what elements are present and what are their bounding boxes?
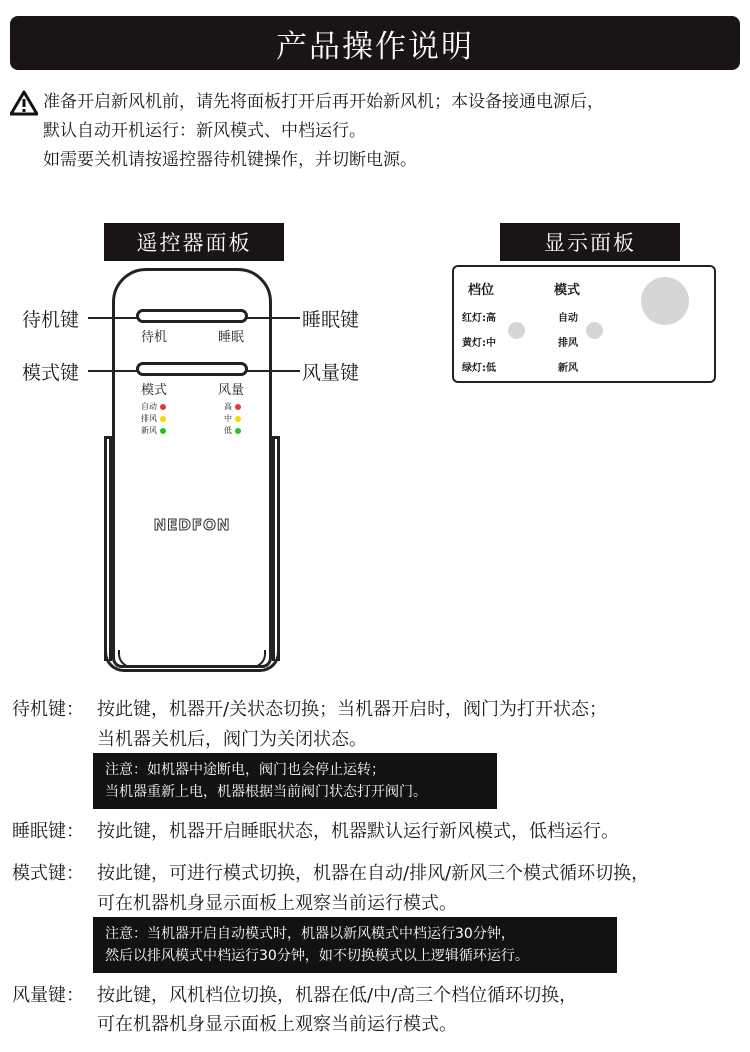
indicator-high [224,401,241,412]
green-led-icon [235,428,241,434]
mode-fresh: 新风 [558,363,578,374]
standby-key-title: 待机键： [12,699,84,720]
fan-desc-line-2: 可在机器机身显示面板上观察当前运行模式。 [97,1014,457,1035]
mode-note-line-2: 然后以排风模式中档运行30分钟，如不切换模式以上逻辑循环运行。 [105,948,529,964]
sleep-key-title: 睡眠键： [12,821,84,842]
sensor-window [641,277,689,325]
mode-fan-button[interactable] [136,362,248,376]
page-title: 产品操作说明 [10,16,740,70]
remote-holder-base [118,650,266,668]
gear-red: 红灯:高 [462,313,496,324]
mode-desc-line-1: 按此键，可进行模式切换，机器在自动/排风/新风三个模式循环切换， [97,863,650,884]
remote-panel-label: 遥控器面板 [104,223,284,261]
indicator-fresh-label: 新风 [141,426,157,435]
callout-mode: 模式键 [22,362,80,384]
indicator-mid [224,413,241,424]
remote-control [112,268,272,668]
gear-green: 绿灯:低 [462,363,496,374]
mode-auto: 自动 [558,313,578,324]
mode-note-line-1: 注意：当机器开启自动模式时，机器以新风模式中档运行30分钟， [105,926,515,942]
display-panel [452,265,716,383]
standby-note [93,753,497,809]
indicator-low-label: 低 [224,426,232,435]
yellow-led-icon [235,416,241,422]
sleep-button-label: 睡眠 [218,330,245,345]
standby-note-line-1: 注意：如机器中途断电，阀门也会停止运转； [105,762,385,778]
indicator-exhaust-label: 排风 [141,414,157,423]
fan-key-title: 风量键： [12,985,84,1006]
green-led-icon [160,428,166,434]
indicator-auto [141,401,166,412]
callout-sleep: 睡眠键 [302,309,360,331]
gear-yellow: 黄灯:中 [462,338,496,349]
fan-button-label: 风量 [218,383,245,398]
callout-fan: 风量键 [302,362,360,384]
leader-line-fan [246,370,300,372]
gear-indicator-light [508,322,525,339]
brand-logo: NEDFON [153,516,231,534]
fan-desc-line-1: 按此键，风机档位切换，机器在低/中/高三个档位循环切换， [97,985,578,1006]
remote-holder-right-rail [272,436,280,661]
warning-line-3: 如需要关机请按遥控器待机键操作，并切断电源。 [43,150,417,170]
leader-line-sleep [246,317,300,319]
mode-desc-line-2: 可在机器机身显示面板上观察当前运行模式。 [97,893,457,914]
indicator-low [224,425,241,436]
indicator-high-label: 高 [224,402,232,411]
leader-line-standby [88,317,138,319]
callout-standby: 待机键 [22,309,80,331]
warning-line-2: 默认自动开机运行：新风模式、中档运行。 [43,121,366,141]
remote-holder-left-rail [104,436,112,661]
yellow-led-icon [160,416,166,422]
warning-icon [10,90,38,116]
red-led-icon [160,404,166,410]
standby-button-label: 待机 [141,330,168,345]
mode-exhaust: 排风 [558,338,578,349]
leader-line-mode [88,370,138,372]
standby-desc-line-1: 按此键，机器开/关状态切换；当机器开启时，阀门为打开状态； [97,699,608,720]
indicator-mid-label: 中 [224,414,232,423]
indicator-exhaust [141,413,166,424]
gear-header: 档位 [468,283,495,298]
warning-line-1: 准备开启新风机前，请先将面板打开后再开始新风机；本设备接通电源后， [43,92,604,112]
standby-sleep-button[interactable] [136,309,248,323]
mode-indicator-light [586,322,603,339]
red-led-icon [235,404,241,410]
mode-button-label: 模式 [141,383,168,398]
display-panel-label: 显示面板 [500,223,680,261]
standby-note-line-2: 当机器重新上电，机器根据当前阀门状态打开阀门。 [105,784,427,800]
indicator-fresh [141,425,166,436]
standby-desc-line-2: 当机器关机后，阀门为关闭状态。 [97,729,367,750]
sleep-desc-line-1: 按此键，机器开启睡眠状态，机器默认运行新风模式，低档运行。 [97,821,619,842]
mode-note [93,917,617,973]
mode-header: 模式 [554,283,581,298]
indicator-auto-label: 自动 [141,402,157,411]
mode-key-title: 模式键： [12,863,84,884]
